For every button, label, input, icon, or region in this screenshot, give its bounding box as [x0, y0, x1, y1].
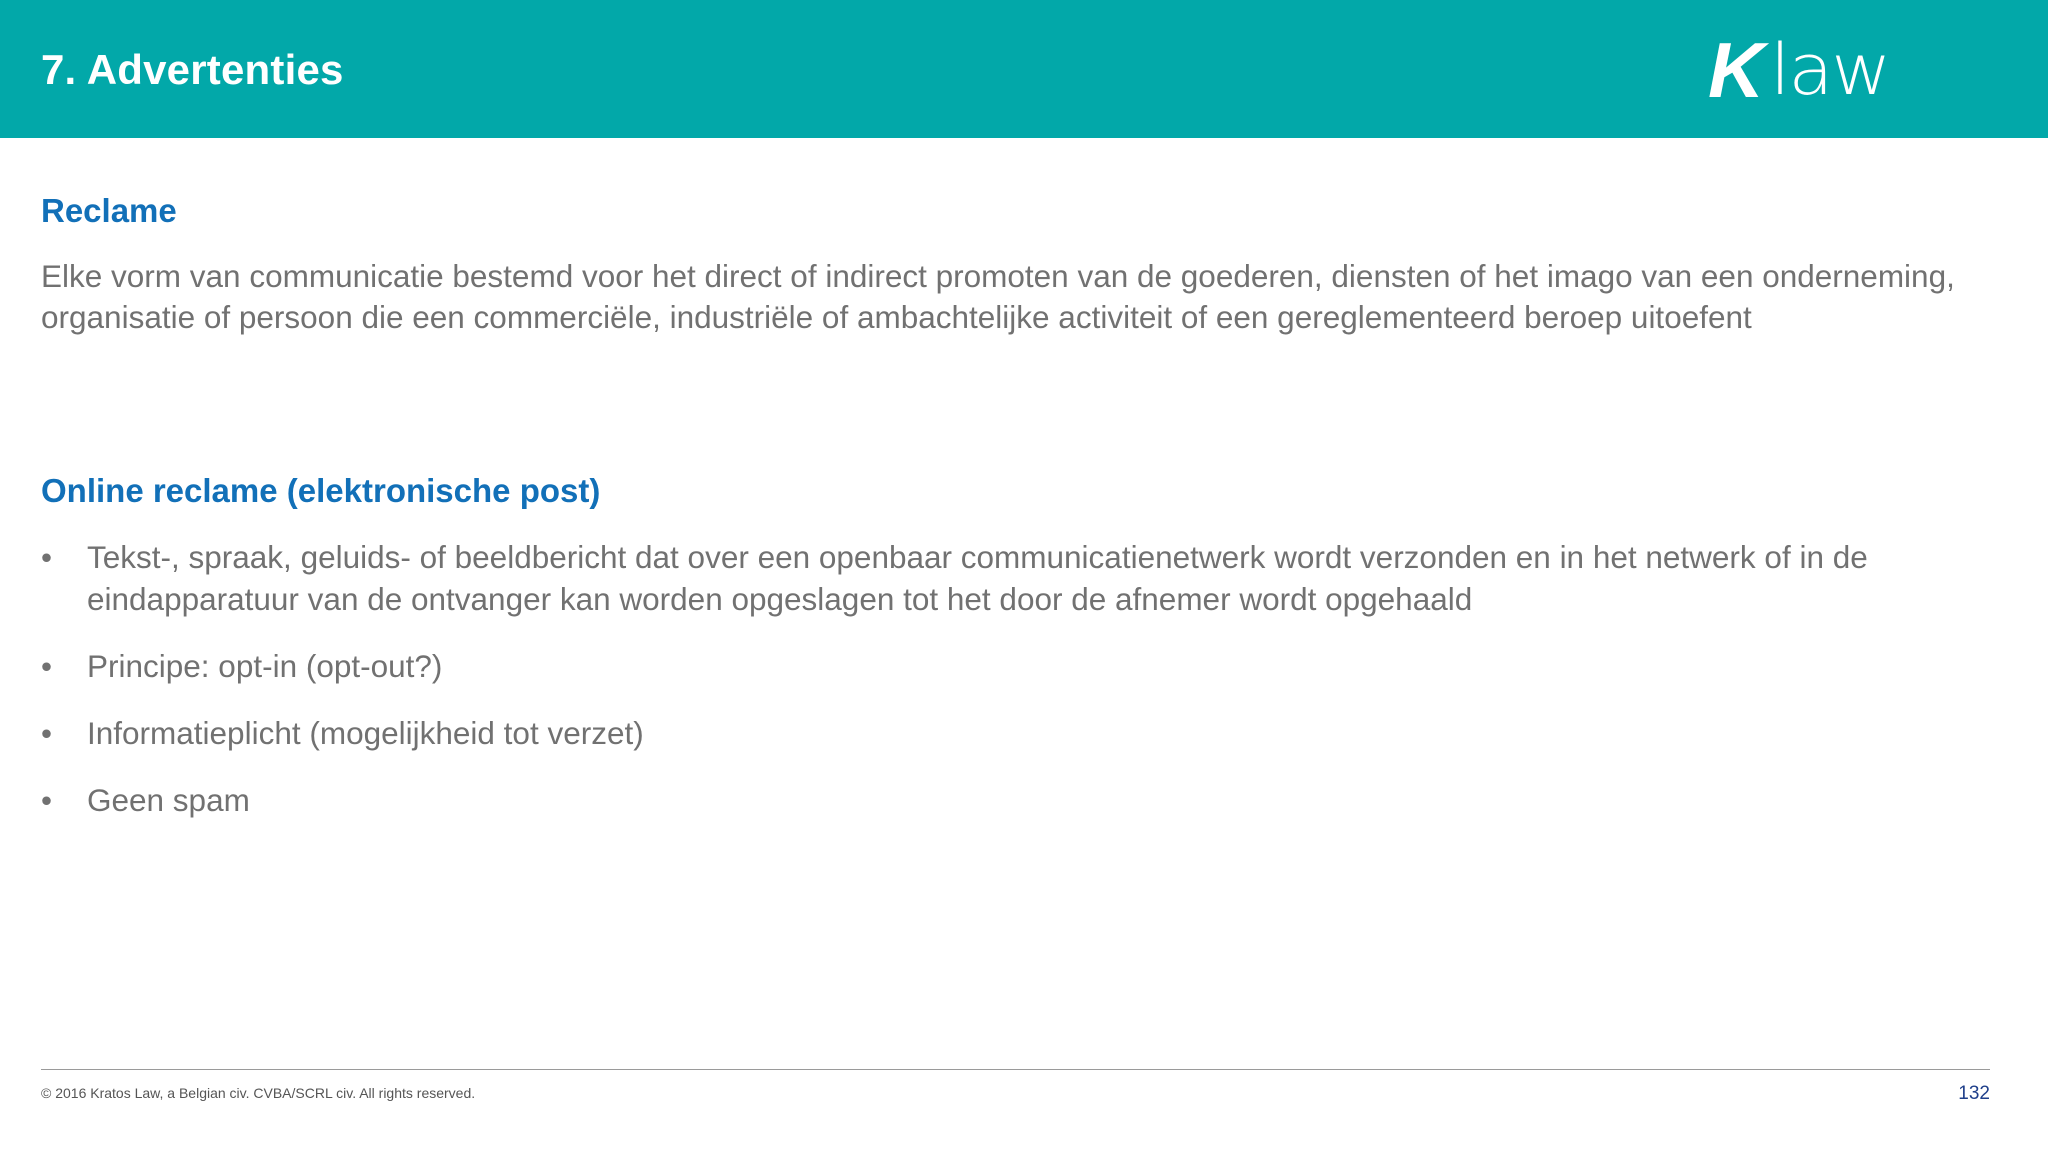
bullet-icon: •	[41, 648, 53, 684]
header-bar	[0, 0, 2048, 138]
logo-letter: K	[1708, 26, 1765, 114]
bullet-text: Principe: opt-in (opt-out?)	[87, 648, 443, 684]
bullet-item	[41, 536, 2001, 620]
bullet-text: Tekst-, spraak, geluids- of beeldbericht dat over een openbaar communicatienetwerk wordt verzonden en in het netwerk of in de eindapparatuur van de ontvanger kan worden opgeslagen tot het door de afnemer wordt opgehaald	[87, 539, 1868, 617]
section-heading-online-reclame: Online reclame (elektronische post)	[41, 472, 601, 509]
klaw-logo	[1708, 26, 1938, 114]
bullet-item	[41, 712, 2001, 754]
footer-divider	[41, 1069, 1990, 1070]
bullet-list	[41, 536, 2001, 846]
bullet-text: Geen spam	[87, 782, 250, 818]
bullet-item	[41, 779, 2001, 821]
logo-text: law	[1770, 29, 1890, 111]
bullet-item	[41, 645, 2001, 687]
copyright-notice: © 2016 Kratos Law, a Belgian civ. CVBA/SCRL civ. All rights reserved.	[41, 1085, 476, 1101]
page-number: 132	[1958, 1083, 1990, 1104]
bullet-text: Informatieplicht (mogelijkheid tot verzet)	[87, 715, 644, 751]
slide-title: 7. Advertenties	[41, 46, 344, 93]
bullet-icon: •	[41, 539, 53, 575]
bullet-icon: •	[41, 715, 53, 751]
bullet-icon: •	[41, 782, 53, 818]
section-heading-reclame: Reclame	[41, 192, 177, 229]
reclame-definition: Elke vorm van communicatie bestemd voor het direct of indirect promoten van de goederen, diensten of het imago van een onderneming, organisatie of persoon die een commerciële, industriële of ambachtelijke activiteit of een gereglementeerd beroep uitoefent	[41, 258, 1955, 335]
